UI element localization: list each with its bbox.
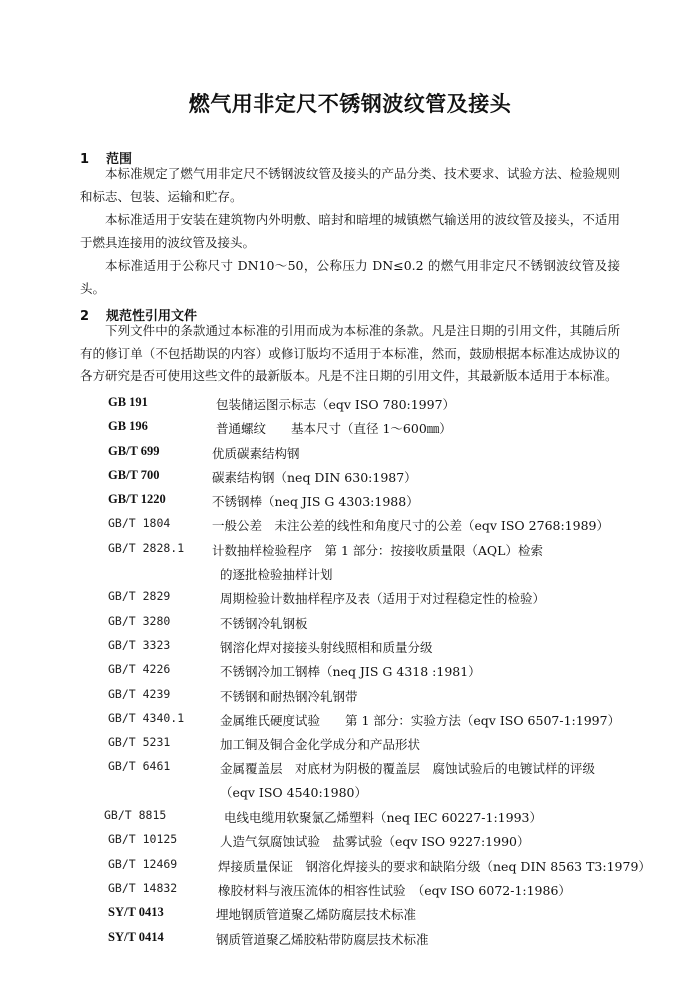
reference-title: 碳素结构钢（neq DIN 630:1987） — [212, 469, 417, 485]
reference-title: 不锈钢和耐热钢冷轧钢带 — [220, 688, 358, 704]
reference-title-continued: 的逐批检验抽样计划 — [220, 566, 333, 582]
section-title: 范围 — [106, 152, 133, 167]
section-number: 1 — [80, 152, 90, 167]
reference-code: SY/T 0413 — [108, 905, 164, 920]
scope-paragraph-3: 本标准适用于公称尺寸 DN10～50，公称压力 DN≤0.2 的燃气用非定尺不锈钢波纹管及接头。 — [80, 258, 620, 296]
reference-title: 加工铜及铜合金化学成分和产品形状 — [220, 737, 421, 753]
reference-item — [104, 806, 628, 830]
reference-title: 电线电缆用软聚氯乙烯塑料（neq IEC 60227-1:1993） — [224, 810, 542, 826]
reference-title: 金属维氏硬度试验 第 1 部分：实验方法（eqv ISO 6507-1:1997） — [220, 712, 621, 728]
section-title: 规范性引用文件 — [106, 309, 198, 324]
scope-paragraph-1: 本标准规定了燃气用非定尺不锈钢波纹管及接头的产品分类、技术要求、试验方法、检验规则和标志、包装、运输和贮存。 — [80, 166, 620, 204]
reference-item — [108, 636, 628, 660]
reference-item — [108, 733, 628, 757]
document-title: 燃气用非定尺不锈钢波纹管及接头 — [188, 92, 512, 116]
reference-item — [108, 466, 628, 490]
reference-code: SY/T 0414 — [108, 929, 164, 944]
reference-item — [108, 490, 628, 514]
reference-title: 人造气氛腐蚀试验 盐雾试验（eqv ISO 9227:1990） — [220, 834, 530, 850]
reference-code: GB/T 700 — [108, 467, 160, 482]
reference-title: 橡胶材料与液压流体的相容性试验 （eqv ISO 6072-1:1986） — [218, 882, 571, 898]
reference-code: GB 191 — [108, 395, 148, 409]
reference-title: 焊接质量保证 钢溶化焊接头的要求和缺陷分级（neq DIN 8563 T3:1979） — [218, 858, 651, 874]
reference-item — [108, 685, 628, 709]
reference-code: GB/T 10125 — [108, 832, 178, 847]
reference-code: GB/T 699 — [108, 443, 160, 458]
reference-item — [108, 757, 628, 806]
reference-title: 一般公差 未注公差的线性和角度尺寸的公差（eqv ISO 2768:1989） — [212, 518, 609, 534]
reference-title: 钢溶化焊对接接头射线照相和质量分级 — [220, 639, 433, 655]
reference-code: GB/T 3323 — [108, 637, 171, 652]
reference-code: GB/T 1804 — [108, 516, 171, 531]
reference-item — [108, 903, 628, 927]
reference-title-continued: （eqv ISO 4540:1980） — [220, 785, 367, 801]
reference-item — [108, 879, 628, 903]
reference-title: 不锈钢棒（neq JIS G 4303:1988） — [212, 494, 419, 510]
reference-item — [108, 660, 628, 684]
reference-title: 不锈钢冷轧钢板 — [220, 615, 308, 631]
reference-code: GB/T 1220 — [108, 492, 166, 507]
reference-code: GB 196 — [108, 419, 148, 434]
reference-title: 普通螺纹 基本尺寸（直径 1～600㎜） — [216, 421, 452, 437]
reference-code: GB/T 8815 — [104, 808, 167, 823]
reference-item — [108, 830, 628, 854]
reference-title: 优质碳素结构钢 — [212, 445, 300, 461]
reference-item — [108, 417, 628, 441]
reference-code: GB/T 4340.1 — [108, 710, 185, 725]
reference-code: GB/T 14832 — [108, 880, 178, 895]
reference-item — [108, 393, 628, 417]
scope-paragraph-2: 本标准适用于安装在建筑物内外明敷、暗封和暗埋的城镇燃气输送用的波纹管及接头，不适用于燃具连接用的波纹管及接头。 — [80, 212, 620, 250]
reference-item — [108, 539, 628, 588]
reference-item — [108, 928, 628, 952]
reference-item — [108, 587, 628, 611]
reference-item — [108, 442, 628, 466]
reference-title: 埋地钢质管道聚乙烯防腐层技术标准 — [216, 907, 417, 923]
reference-title: 不锈钢冷加工钢棒（neq JIS G 4318 :1981） — [220, 664, 481, 680]
reference-list — [104, 393, 651, 952]
reference-title: 包装储运图示标志（eqv ISO 780:1997） — [216, 397, 456, 412]
reference-code: GB/T 4239 — [108, 686, 171, 701]
reference-title: 计数抽样检验程序 第 1 部分：按接收质量限（AQL）检索 — [212, 542, 543, 558]
reference-item — [108, 855, 651, 879]
reference-title: 金属覆盖层 对底材为阴极的覆盖层 腐蚀试验后的电镀试样的评级 — [220, 761, 596, 777]
reference-code: GB/T 2829 — [108, 589, 171, 604]
reference-code: GB/T 12469 — [108, 856, 178, 871]
reference-code: GB/T 6461 — [108, 759, 171, 774]
reference-code: GB/T 4226 — [108, 662, 171, 677]
section-number: 2 — [80, 309, 90, 324]
reference-code: GB/T 5231 — [108, 735, 171, 750]
reference-item — [108, 612, 628, 636]
references-intro-paragraph: 下列文件中的条款通过本标准的引用而成为本标准的条款。凡是注日期的引用文件，其随后所有的修订单（不包括勘误的内容）或修订版均不适用于本标准，然而，鼓励根据本标准达成协议的各方研究是否可使用这些文件的最新版本。凡是不注日期的引用文件，其最新版本适用于本标准。 — [80, 323, 620, 383]
reference-title: 钢质管道聚乙烯胶粘带防腐层技术标准 — [216, 931, 429, 947]
reference-item — [108, 709, 628, 733]
reference-code: GB/T 2828.1 — [108, 540, 185, 555]
reference-code: GB/T 3280 — [108, 613, 171, 628]
reference-item — [108, 514, 628, 538]
reference-title: 周期检验计数抽样程序及表（适用于对过程稳定性的检验） — [220, 591, 546, 607]
